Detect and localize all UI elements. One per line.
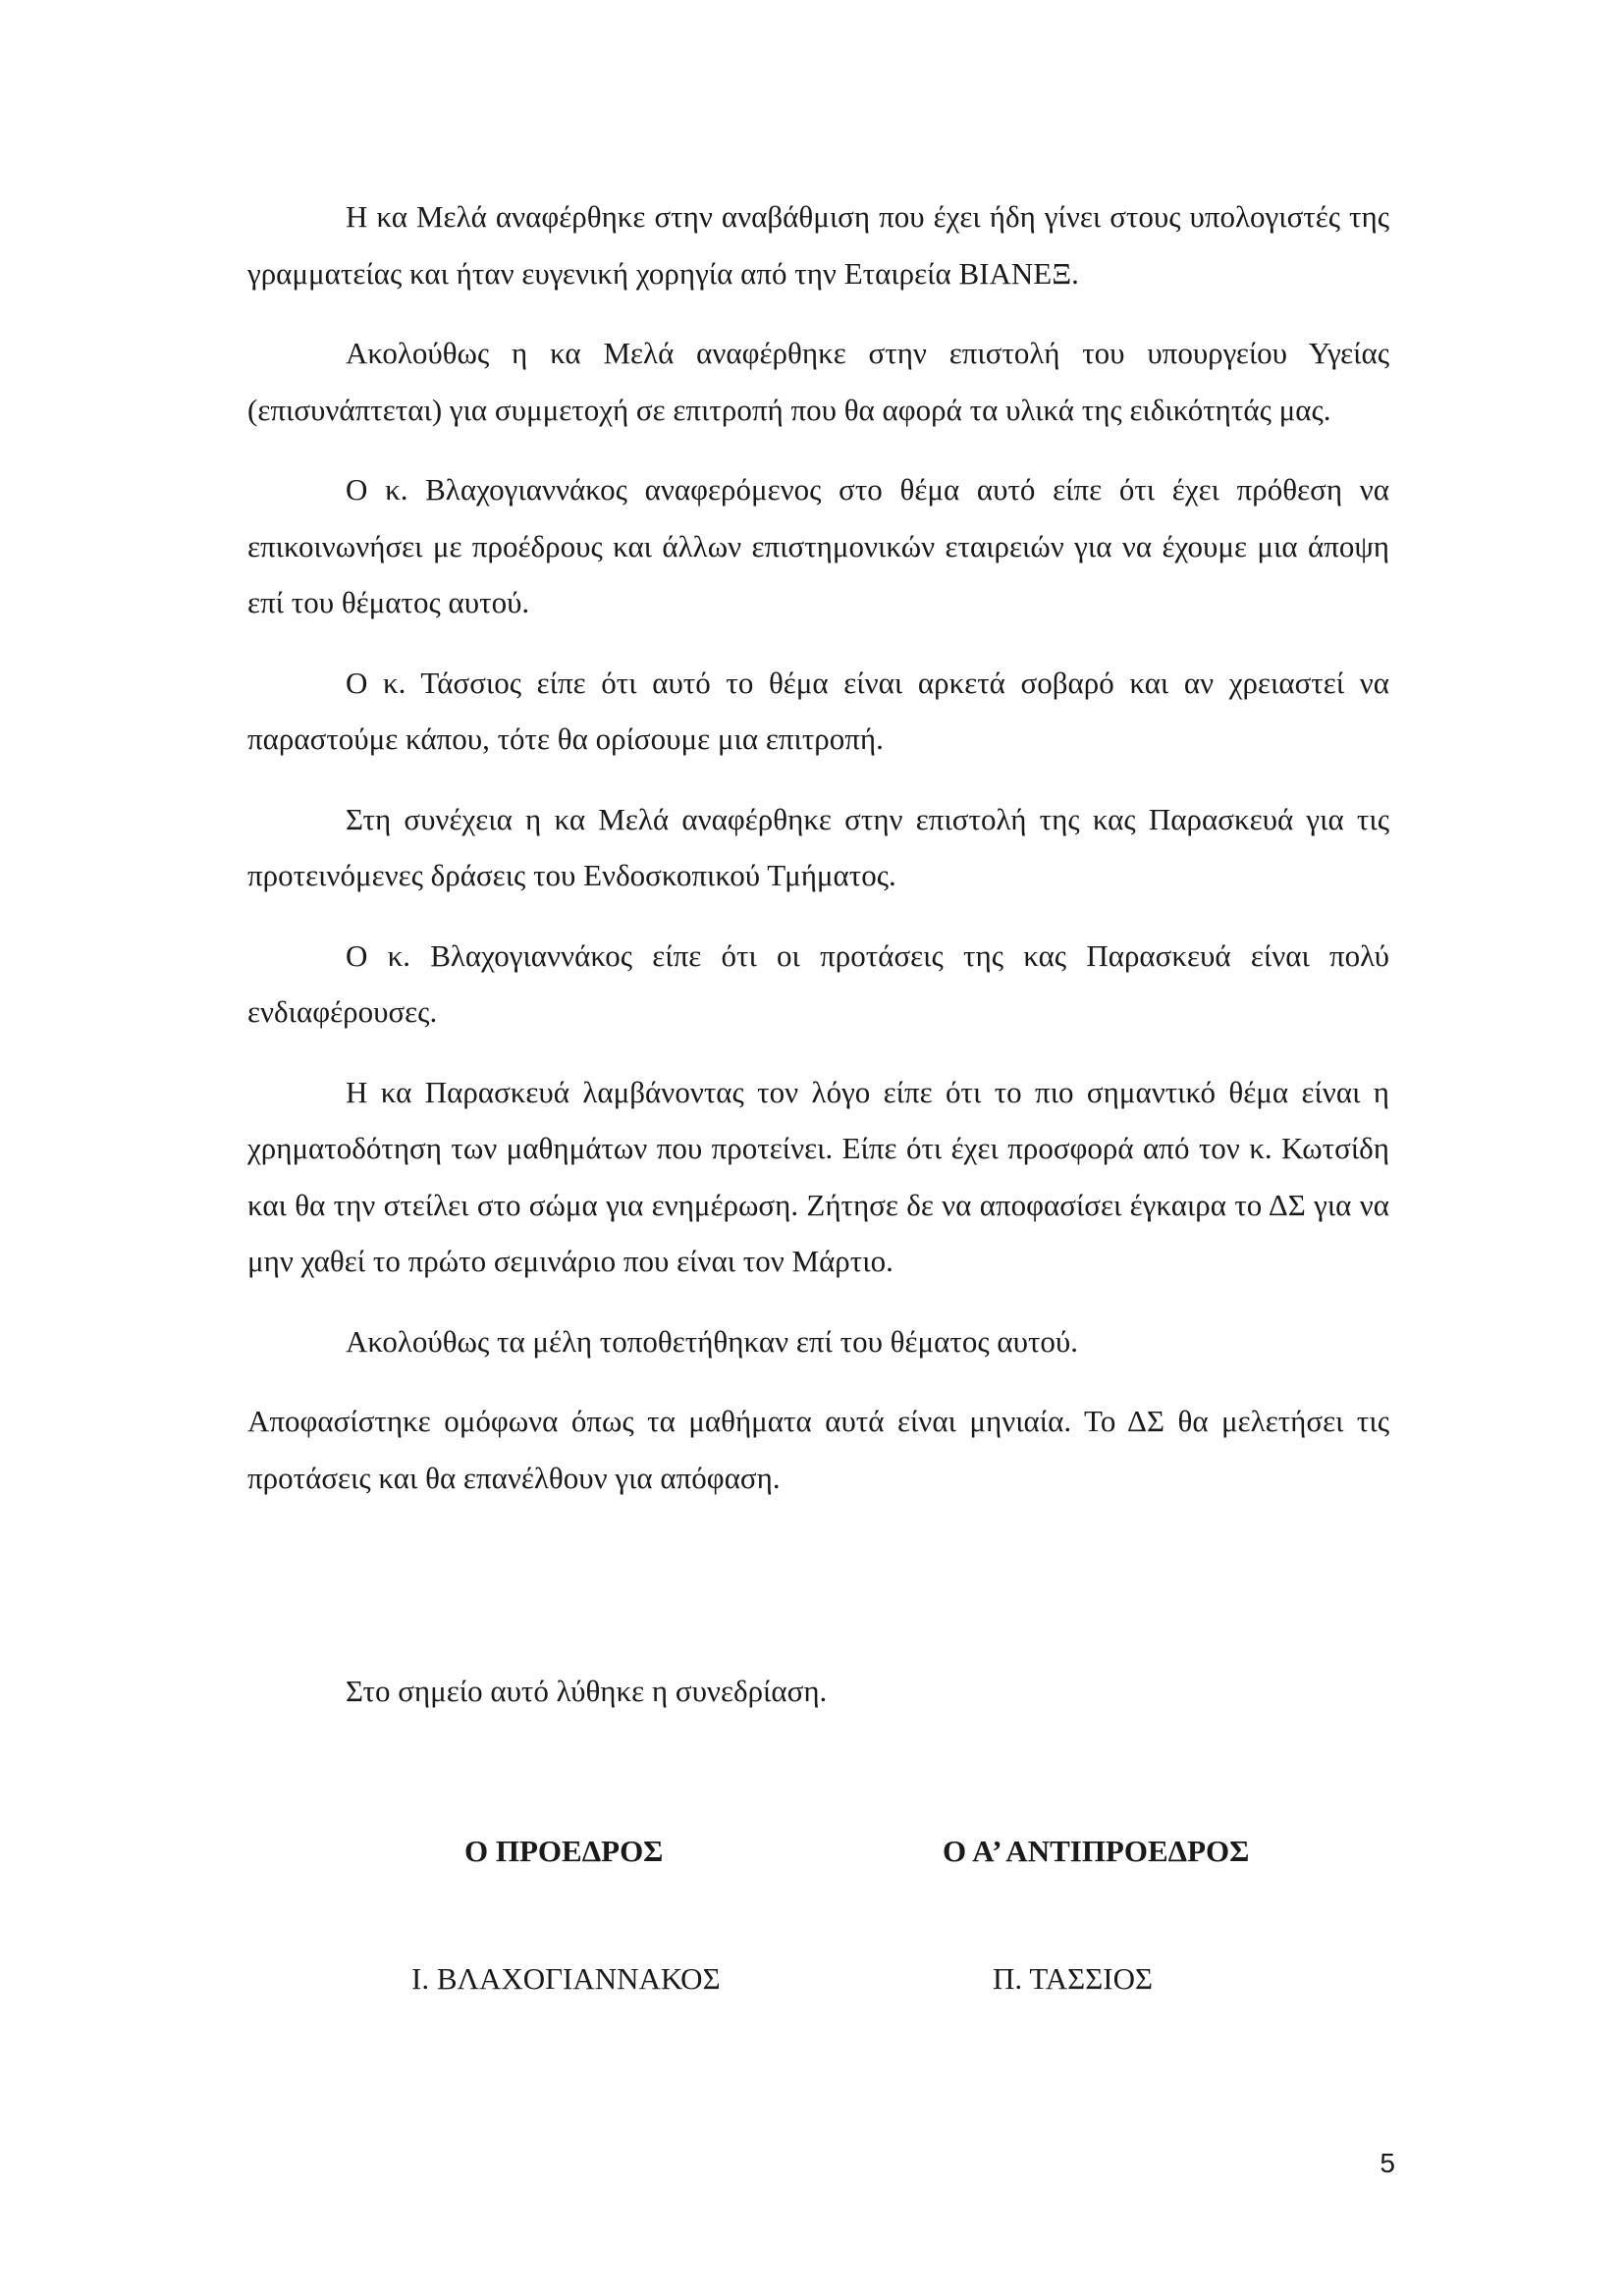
paragraph-vlachogiannakos-opinion: Ο κ. Βλαχογιαννάκος είπε ότι οι προτάσεις της κας Παρασκευά είναι πολύ ενδιαφέρουσες. — [247, 937, 1389, 1029]
president-name: Ι. ΒΛΑΧΟΓΙΑΝΝΑΚΟΣ — [411, 1961, 721, 1996]
paragraph-decision: Αποφασίστηκε ομόφωνα όπως τα μαθήματα αυτά είναι μηνιαία. Το ΔΣ θα μελετήσει τις προτάσεις και θα επανέλθουν για απόφαση. — [247, 1404, 1389, 1495]
president-title: Ο ΠΡΟΕΔΡΟΣ — [464, 1834, 664, 1868]
paragraph-vlachogiannakos-contact: Ο κ. Βλαχογιαννάκος αναφερόμενος στο θέμα αυτό είπε ότι έχει πρόθεση να επικοινωνήσει με προέδρους και άλλων επιστημονικών εταιρειών για να έχουμε μια άποψη επί του θέματος αυτού. — [247, 472, 1389, 619]
minutes-body — [247, 188, 1389, 1529]
paragraph-paraskeva-funding: Η κα Παρασκευά λαμβάνοντας τον λόγο είπε ότι το πιο σημαντικό θέμα είναι η χρηματοδότηση των μαθημάτων που προτείνει. Είπε ότι έχει προσφορά από τον κ. Κωτσίδη και θα την στείλει στο σώμα για ενημέρωση. Ζήτησε δε να αποφασίσει έγκαιρα το ΔΣ για να μην χαθεί το πρώτο σεμινάριο που είναι τον Μάρτιο. — [247, 1074, 1389, 1278]
page-number: 5 — [1380, 2148, 1395, 2178]
paragraph-upgrade: Η κα Μελά αναφέρθηκε στην αναβάθμιση που έχει ήδη γίνει στους υπολογιστές της γραμματείας και ήταν ευγενική χορηγία από την Εταιρεία ΒΙΑΝΕΞ. — [247, 199, 1389, 291]
paragraph-paraskeva-letter: Στη συνέχεια η κα Μελά αναφέρθηκε στην επιστολή της κας Παρασκευά για τις προτεινόμενες δράσεις του Ενδοσκοπικού Τμήματος. — [247, 801, 1389, 892]
paragraph-members-position: Ακολούθως τα μέλη τοποθετήθηκαν επί του θέματος αυτού. — [346, 1323, 1079, 1359]
paragraph-tassios-committee: Ο κ. Τάσσιος είπε ότι αυτό το θέμα είναι αρκετά σοβαρό και αν χρειαστεί να παραστούμε κάπου, τότε θα ορίσουμε μια επιτροπή. — [247, 665, 1389, 756]
vice-president-name: Π. ΤΑΣΣΙΟΣ — [993, 1961, 1154, 1996]
closing-statement: Στο σημείο αυτό λύθηκε η συνεδρίαση. — [346, 1674, 828, 1708]
vice-president-title: Ο Α’ ΑΝΤΙΠΡΟΕΔΡΟΣ — [943, 1834, 1250, 1868]
paragraph-ministry-letter: Ακολούθως η κα Μελά αναφέρθηκε στην επιστολή του υπουργείου Υγείας (επισυνάπτεται) για συμμετοχή σε επιτροπή που θα αφορά τα υλικά της ειδικότητάς μας. — [247, 336, 1389, 427]
